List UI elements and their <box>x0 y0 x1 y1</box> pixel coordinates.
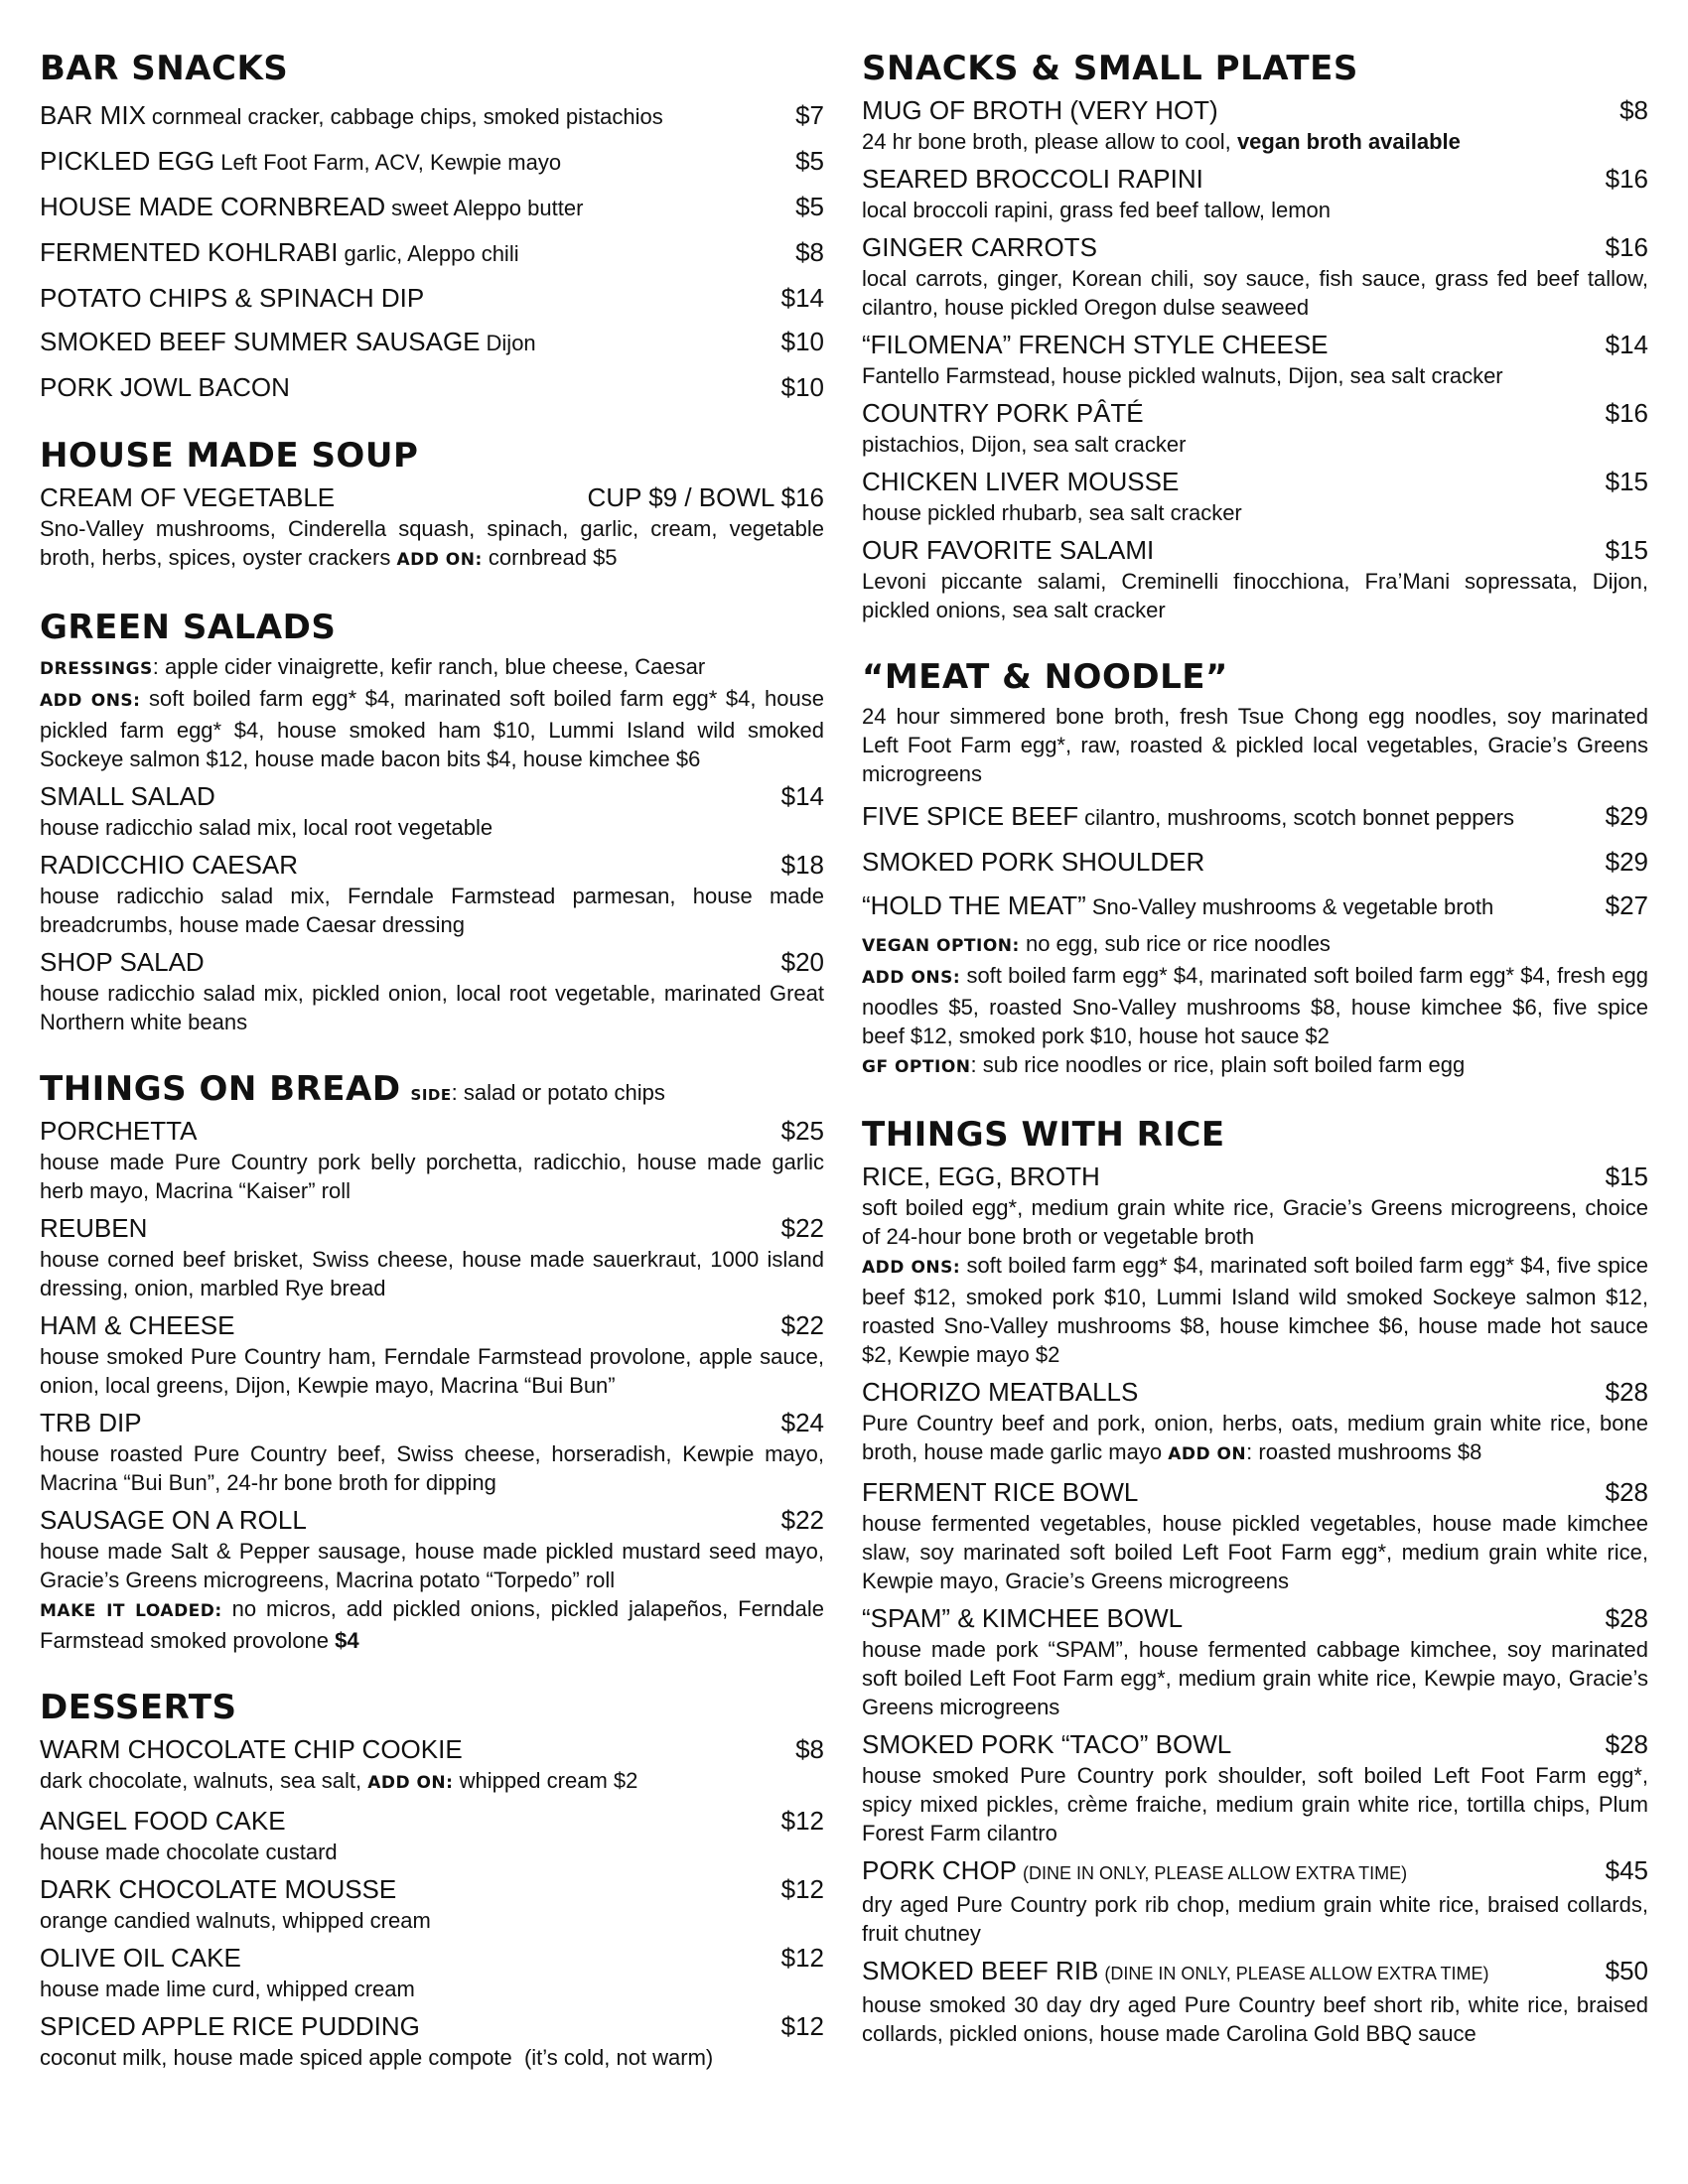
item-price: $10 <box>780 372 824 402</box>
item-price: $29 <box>1605 847 1648 877</box>
addons-line <box>40 684 824 773</box>
menu-item <box>40 1406 824 1497</box>
item-description: pistachios, Dijon, sea salt cracker <box>862 432 1187 457</box>
desc-text: 24 hr bone broth, please allow to cool, <box>862 129 1231 154</box>
menu-item <box>40 1503 824 1655</box>
menu-item <box>40 779 824 842</box>
item-description <box>862 1409 1648 1469</box>
item-name: OUR FAVORITE SALAMI <box>862 535 1155 565</box>
menu-item <box>862 230 1648 322</box>
item-name: WARM CHOCOLATE CHIP COOKIE <box>40 1734 463 1764</box>
item-price: $8 <box>795 237 824 267</box>
menu-item <box>862 884 1648 929</box>
item-name: PORCHETTA <box>40 1116 198 1146</box>
item-note: (DINE IN ONLY, PLEASE ALLOW EXTRA TIME) <box>1104 1964 1489 1983</box>
menu-item <box>40 230 824 276</box>
meat-noodle-section <box>862 652 1648 1082</box>
dressings-line <box>40 652 824 684</box>
item-name: COUNTRY PORK PÂTÉ <box>862 398 1144 428</box>
item-price: $14 <box>1605 330 1648 359</box>
item-name: SPICED APPLE RICE PUDDING <box>40 2011 420 2041</box>
addons-label: ADD ONS: <box>40 691 141 711</box>
menu-item <box>862 1475 1648 1595</box>
bar-snacks-section <box>40 44 824 409</box>
menu-item <box>862 1601 1648 1721</box>
menu-item <box>862 533 1648 624</box>
item-price: $25 <box>780 1116 824 1146</box>
item-name: RADICCHIO CAESAR <box>40 850 299 880</box>
section-title: THINGS WITH RICE <box>862 1115 1225 1155</box>
item-description: Fantello Farmstead, house pickled walnuts, Dijon, sea salt cracker <box>862 363 1503 388</box>
soup-section <box>40 431 824 575</box>
item-description: house made chocolate custard <box>40 1840 338 1864</box>
item-name: SMOKED PORK SHOULDER <box>862 847 1205 877</box>
menu-item <box>40 1732 824 1798</box>
item-description: dry aged Pure Country pork rib chop, medium grain white rice, braised collards, fruit chutney <box>862 1892 1648 1946</box>
item-description: house made Pure Country pork belly porchetta, radicchio, house made garlic herb mayo, Macrina “Kaiser” roll <box>40 1150 824 1203</box>
item-name: SHOP SALAD <box>40 947 205 977</box>
item-name: “HOLD THE MEAT” <box>862 890 1086 920</box>
section-title: GREEN SALADS <box>40 608 337 647</box>
item-description: house made pork “SPAM”, house fermented cabbage kimchee, soy marinated soft boiled Left Foot Farm egg*, medium grain white rice, Kewpie mayo, Gracie’s Greens microgreens <box>862 1637 1648 1719</box>
item-name: SMOKED PORK “TACO” BOWL <box>862 1729 1232 1759</box>
menu-item <box>862 1954 1648 2048</box>
item-price: $8 <box>795 1734 824 1764</box>
item-description: house made lime curd, whipped cream <box>40 1977 415 2001</box>
item-name: CHORIZO MEATBALLS <box>862 1377 1139 1407</box>
menu-item <box>862 1727 1648 1847</box>
side-text: : salad or potato chips <box>451 1080 665 1105</box>
menu-item <box>862 1375 1648 1469</box>
item-price: $22 <box>780 1213 824 1243</box>
green-salads-section <box>40 603 824 1036</box>
dressings-label: DRESSINGS <box>40 659 153 679</box>
item-name: DARK CHOCOLATE MOUSSE <box>40 1874 397 1904</box>
item-price: $28 <box>1605 1477 1648 1507</box>
item-name: HAM & CHEESE <box>40 1310 235 1340</box>
item-description: house radicchio salad mix, Ferndale Farmstead parmesan, house made breadcrumbs, house made Caesar dressing <box>40 884 824 937</box>
side-label: SIDE <box>410 1086 452 1104</box>
addons-line <box>862 1251 1648 1369</box>
item-price: $16 <box>1605 232 1648 262</box>
menu-item <box>40 1872 824 1935</box>
things-on-bread-section <box>40 1064 824 1655</box>
addon-text: : roasted mushrooms $8 <box>1246 1439 1482 1464</box>
item-note: (DINE IN ONLY, PLEASE ALLOW EXTRA TIME) <box>1023 1863 1408 1883</box>
vegan-line <box>862 929 1648 961</box>
item-price: $15 <box>1605 467 1648 496</box>
dressings-text: : apple cider vinaigrette, kefir ranch, blue cheese, Caesar <box>152 654 706 679</box>
desc-text: Pure Country beef and pork, onion, herbs, oats, medium grain white rice, bone broth, house made garlic mayo <box>862 1411 1648 1464</box>
gf-text: : sub rice noodles or rice, plain soft boiled farm egg <box>970 1052 1466 1077</box>
item-description: local broccoli rapini, grass fed beef tallow, lemon <box>862 198 1332 222</box>
addons-text: soft boiled farm egg* $4, marinated soft boiled farm egg* $4, house pickled farm egg* $4, house smoked ham $10, Lummi Island wild smoked Sockeye salmon $12, house made bacon bits $4, house kimchee $6 <box>40 686 824 771</box>
menu-item <box>40 945 824 1036</box>
item-name: GINGER CARROTS <box>862 232 1097 262</box>
item-description <box>40 1766 824 1798</box>
item-name: “SPAM” & KIMCHEE BOWL <box>862 1603 1184 1633</box>
menu-item <box>40 185 824 230</box>
menu-item <box>862 794 1648 840</box>
item-description: house roasted Pure Country beef, Swiss cheese, horseradish, Kewpie mayo, Macrina “Bui Bun”, 24-hr bone broth for dipping <box>40 1441 824 1495</box>
menu-item <box>40 93 824 139</box>
loaded-label: MAKE IT LOADED: <box>40 1601 222 1621</box>
item-name: BAR MIX <box>40 100 146 130</box>
section-title: SNACKS & SMALL PLATES <box>862 49 1358 88</box>
item-name: FERMENT RICE BOWL <box>862 1477 1139 1507</box>
item-price: $24 <box>780 1408 824 1437</box>
item-name: TRB DIP <box>40 1408 142 1437</box>
item-inline: sweet Aleppo butter <box>391 196 584 220</box>
item-description: house made Salt & Pepper sausage, house made pickled mustard seed mayo, Gracie’s Greens microgreens, Macrina potato “Torpedo” roll <box>40 1539 824 1592</box>
item-name: CREAM OF VEGETABLE <box>40 482 336 512</box>
menu-item <box>40 1211 824 1302</box>
item-price: $12 <box>780 1943 824 1973</box>
loaded-price: $4 <box>335 1628 359 1653</box>
gf-label: GF OPTION <box>862 1057 971 1077</box>
item-description: house radicchio salad mix, local root vegetable <box>40 815 493 840</box>
item-name: FIVE SPICE BEEF <box>862 801 1079 831</box>
menu-item <box>40 480 824 514</box>
menu-item <box>40 139 824 185</box>
item-name: SAUSAGE ON A ROLL <box>40 1505 307 1535</box>
menu-item <box>40 320 824 365</box>
things-with-rice-section <box>862 1110 1648 2048</box>
item-name: POTATO CHIPS & SPINACH DIP <box>40 283 425 313</box>
desc-bold: vegan broth available <box>1236 129 1461 154</box>
item-price: $8 <box>1619 95 1648 125</box>
item-inline: Sno-Valley mushrooms & vegetable broth <box>1091 894 1494 919</box>
item-price: $16 <box>1605 398 1648 428</box>
desc-text: Sno-Valley mushrooms, Cinderella squash, spinach, garlic, cream, vegetable broth, herbs, spices, oyster crackers <box>40 516 824 570</box>
section-title: “MEAT & NOODLE” <box>862 657 1228 697</box>
menu-item <box>40 1941 824 2003</box>
item-name: HOUSE MADE CORNBREAD <box>40 192 386 221</box>
item-price: $22 <box>780 1505 824 1535</box>
menu-item <box>40 1114 824 1205</box>
menu-item <box>862 93 1648 156</box>
menu-item <box>40 1804 824 1866</box>
small-plates-section <box>862 44 1648 624</box>
item-price: $27 <box>1605 890 1648 920</box>
item-price: $5 <box>795 146 824 176</box>
addons-text: soft boiled farm egg* $4, marinated soft boiled farm egg* $4, fresh egg noodles $5, roasted Sno-Valley mushrooms $8, house kimchee $6, five spice beef $12, smoked pork $10, house hot sauce $2 <box>862 963 1648 1048</box>
item-price: $22 <box>780 1310 824 1340</box>
item-name: PORK JOWL BACON <box>40 372 290 402</box>
item-price: $7 <box>795 100 824 130</box>
menu-item <box>40 276 824 320</box>
item-description: orange candied walnuts, whipped cream <box>40 1908 431 1933</box>
item-price: CUP $9 / BOWL $16 <box>587 482 824 512</box>
item-name: “FILOMENA” FRENCH STYLE CHEESE <box>862 330 1329 359</box>
menu-item <box>40 365 824 409</box>
desc-text: dark chocolate, walnuts, sea salt, <box>40 1768 362 1793</box>
item-price: $20 <box>780 947 824 977</box>
item-price: $28 <box>1605 1603 1648 1633</box>
item-name: RICE, EGG, BROTH <box>862 1161 1100 1191</box>
addon-label: ADD ON: <box>396 550 483 570</box>
item-price: $14 <box>780 781 824 811</box>
item-name: SMOKED BEEF RIB <box>862 1956 1099 1985</box>
item-description: house smoked 30 day dry aged Pure Country beef short rib, white rice, braised collards, pickled onions, house made Carolina Gold BBQ sauce <box>862 1992 1648 2046</box>
item-name: SEARED BROCCOLI RAPINI <box>862 164 1203 194</box>
item-price: $12 <box>780 1806 824 1836</box>
addons-label: ADD ONS: <box>862 968 961 988</box>
item-price: $15 <box>1605 535 1648 565</box>
item-price: $5 <box>795 192 824 221</box>
item-price: $50 <box>1605 1956 1648 1985</box>
vegan-label: VEGAN OPTION: <box>862 936 1020 956</box>
menu-item <box>862 840 1648 884</box>
item-description: house radicchio salad mix, pickled onion, local root vegetable, marinated Great Northern white beans <box>40 981 824 1034</box>
item-description: house fermented vegetables, house pickled vegetables, house made kimchee slaw, soy marinated soft boiled Left Foot Farm egg*, medium grain white rice, Kewpie mayo, Gracie’s Greens microgreens <box>862 1511 1648 1593</box>
item-inline: Dijon <box>486 331 536 355</box>
item-name: MUG OF BROTH (VERY HOT) <box>862 95 1218 125</box>
menu-item <box>862 1160 1648 1369</box>
menu-item <box>862 328 1648 390</box>
item-inline: cornmeal cracker, cabbage chips, smoked pistachios <box>151 104 663 129</box>
side-note <box>411 1080 665 1106</box>
menu-item <box>862 465 1648 527</box>
item-description: house smoked Pure Country pork shoulder, soft boiled Left Foot Farm egg*, spicy mixed pickles, crème fraiche, medium grain white rice, tortilla chips, Plum Forest Farm cilantro <box>862 1763 1648 1845</box>
item-price: $16 <box>1605 164 1648 194</box>
addons-line <box>862 961 1648 1050</box>
item-description: Levoni piccante salami, Creminelli finocchiona, Fra’Mani sopressata, Dijon, pickled onions, sea salt cracker <box>862 569 1648 622</box>
item-inline: Left Foot Farm, ACV, Kewpie mayo <box>220 150 562 175</box>
addon-text: cornbread $5 <box>488 545 618 570</box>
item-description <box>40 514 824 575</box>
item-name: FERMENTED KOHLRABI <box>40 237 339 267</box>
item-name: PORK CHOP <box>862 1855 1018 1885</box>
item-name: SMALL SALAD <box>40 781 215 811</box>
gf-line <box>862 1050 1648 1082</box>
section-title: BAR SNACKS <box>40 49 289 88</box>
menu-item <box>862 1853 1648 1948</box>
menu-item <box>40 1308 824 1400</box>
item-description: house corned beef brisket, Swiss cheese, house made sauerkraut, 1000 island dressing, onion, marbled Rye bread <box>40 1247 824 1300</box>
item-price: $12 <box>780 1874 824 1904</box>
item-description: local carrots, ginger, Korean chili, soy sauce, fish sauce, grass fed beef tallow, cilantro, house pickled Oregon dulse seaweed <box>862 266 1648 320</box>
menu-item <box>862 162 1648 224</box>
section-title: THINGS ON BREAD <box>40 1069 401 1109</box>
item-price: $14 <box>780 283 824 313</box>
loaded-line <box>40 1594 824 1655</box>
loaded-text: no micros, add pickled onions, pickled jalapeños, Ferndale Farmstead smoked provolone <box>40 1596 824 1653</box>
item-price: $15 <box>1605 1161 1648 1191</box>
item-description: house pickled rhubarb, sea salt cracker <box>862 500 1242 525</box>
item-inline: cilantro, mushrooms, scotch bonnet peppers <box>1084 805 1515 830</box>
addons-text: soft boiled farm egg* $4, marinated soft boiled farm egg* $4, five spice beef $12, smoked pork $10, Lummi Island wild smoked Sockeye salmon $12, roasted Sno-Valley mushrooms $8, house kimchee $6, house made hot sauce $2, Kewpie mayo $2 <box>862 1253 1648 1367</box>
item-price: $28 <box>1605 1377 1648 1407</box>
item-name: SMOKED BEEF SUMMER SAUSAGE <box>40 327 481 356</box>
item-name: OLIVE OIL CAKE <box>40 1943 241 1973</box>
menu-item <box>40 848 824 939</box>
item-price: $29 <box>1605 801 1648 831</box>
section-intro: 24 hour simmered bone broth, fresh Tsue Chong egg noodles, soy marinated Left Foot Farm egg*, raw, roasted & pickled local vegetables, Gracie’s Greens microgreens <box>862 704 1648 786</box>
item-name: PICKLED EGG <box>40 146 215 176</box>
item-price: $28 <box>1605 1729 1648 1759</box>
item-name: CHICKEN LIVER MOUSSE <box>862 467 1180 496</box>
item-price: $10 <box>780 327 824 356</box>
right-column <box>862 44 1648 2054</box>
item-name: ANGEL FOOD CAKE <box>40 1806 286 1836</box>
item-name: REUBEN <box>40 1213 148 1243</box>
addons-label: ADD ONS: <box>862 1258 961 1278</box>
item-description <box>862 127 1648 156</box>
item-price: $18 <box>780 850 824 880</box>
item-description: house smoked Pure Country ham, Ferndale Farmstead provolone, apple sauce, onion, local greens, Dijon, Kewpie mayo, Macrina “Bui Bun” <box>40 1344 824 1398</box>
item-description: coconut milk, house made spiced apple compote (it’s cold, not warm) <box>40 2045 714 2070</box>
section-title: DESSERTS <box>40 1688 237 1727</box>
addon-text: whipped cream $2 <box>459 1768 638 1793</box>
menu-item <box>40 2009 824 2072</box>
desserts-section <box>40 1683 824 2072</box>
item-inline: garlic, Aleppo chili <box>344 241 519 266</box>
item-price: $12 <box>780 2011 824 2041</box>
menu-item <box>862 396 1648 459</box>
addon-label: ADD ON <box>1168 1444 1247 1464</box>
vegan-text: no egg, sub rice or rice noodles <box>1025 931 1331 956</box>
item-description: soft boiled egg*, medium grain white rice, Gracie’s Greens microgreens, choice of 24-hour bone broth or vegetable broth <box>862 1195 1648 1249</box>
section-title: HOUSE MADE SOUP <box>40 436 419 476</box>
left-column <box>40 44 824 2078</box>
addon-label: ADD ON: <box>367 1773 454 1793</box>
item-price: $45 <box>1605 1855 1648 1885</box>
